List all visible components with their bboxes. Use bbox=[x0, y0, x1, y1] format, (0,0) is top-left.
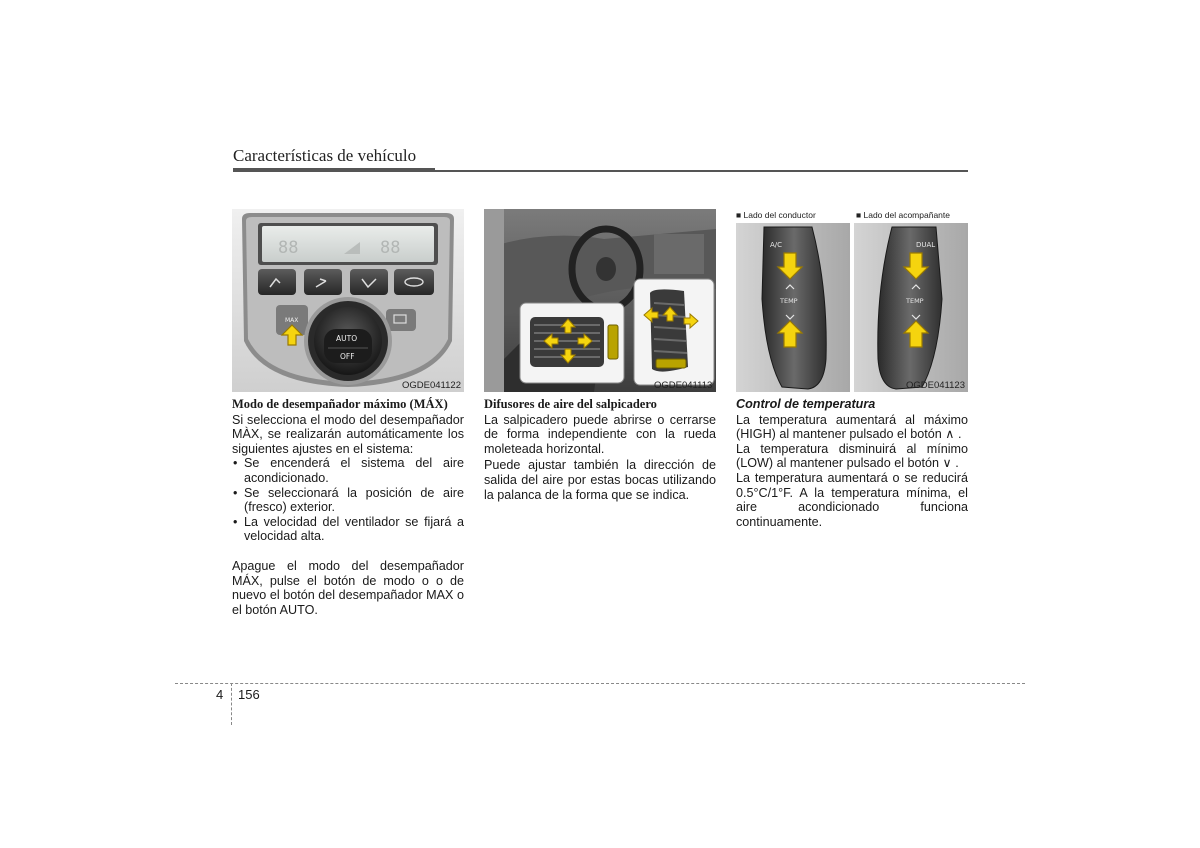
temp-label-passenger: TEMP bbox=[906, 297, 924, 305]
air-vents-figure bbox=[484, 209, 716, 392]
page-header-title: Características de vehículo bbox=[233, 146, 417, 165]
air-vents-paragraph-2: Puede ajustar también la dirección de salida del aire por estas bocas utilizando la palanca de la forma que se indica. bbox=[484, 458, 716, 502]
max-defrost-label: MAX bbox=[285, 317, 299, 324]
max-defrost-closing: Apague el modo del desempañador MÁX, pulse el botón de modo o o de nuevo el botón del desempañador MAX o el botón AUTO. bbox=[232, 558, 464, 617]
climate-panel-figure bbox=[232, 209, 464, 392]
ac-label: A/C bbox=[770, 241, 783, 249]
section-heading-max-defrost: Modo de desempañador máximo (MÁX) bbox=[232, 397, 448, 411]
column-air-vents bbox=[484, 397, 716, 502]
svg-text:88: 88 bbox=[278, 238, 299, 258]
temperature-paragraph-1: La temperatura aumentará al máximo (HIGH) al mantener pulsado el botón ∧ . bbox=[736, 412, 968, 442]
temperature-paragraph-2: La temperatura disminuirá al mínimo (LOW) al mantener pulsado el botón ∨ . bbox=[736, 441, 968, 471]
max-defrost-bullets bbox=[232, 456, 464, 544]
chapter-number: 4 bbox=[216, 687, 224, 702]
air-vents-illustration bbox=[484, 209, 716, 392]
svg-text:AUTO: AUTO bbox=[336, 334, 358, 343]
temp-label-driver: TEMP bbox=[780, 297, 798, 305]
figure-code-middle: OGDE041113 bbox=[654, 380, 713, 391]
svg-text:88: 88 bbox=[380, 238, 401, 258]
list-item: • La velocidad del ventilador se fijará a velocidad alta. bbox=[232, 515, 464, 544]
page-number: 156 bbox=[238, 687, 260, 702]
section-heading-temperature: Control de temperatura bbox=[736, 397, 876, 411]
list-item: • Se seleccionará la posición de aire (fresco) exterior. bbox=[232, 486, 464, 515]
climate-panel-illustration bbox=[232, 209, 464, 392]
footer-rule bbox=[175, 683, 1025, 684]
header-rule-thin bbox=[435, 170, 968, 172]
svg-text:OFF: OFF bbox=[340, 352, 355, 361]
list-item: • Se encenderá el sistema del aire acondicionado. bbox=[232, 456, 464, 485]
header-rule-thick bbox=[233, 168, 435, 172]
temperature-control-illustration bbox=[736, 209, 968, 392]
column-temperature-control bbox=[736, 397, 968, 529]
air-vents-paragraph-1: La salpicadero puede abrirse o cerrarse de forma independiente con la rueda moleteada horizontal. bbox=[484, 412, 716, 456]
passenger-side-label: ■ Lado del acompañante bbox=[856, 210, 950, 220]
dual-label: DUAL bbox=[916, 241, 936, 249]
figure-code-right: OGDE041123 bbox=[906, 380, 965, 391]
figure-code-left: OGDE041122 bbox=[402, 380, 461, 391]
driver-side-label: ■ Lado del conductor bbox=[736, 210, 816, 220]
section-heading-air-vents: Difusores de aire del salpicadero bbox=[484, 397, 657, 411]
temperature-control-figure bbox=[736, 209, 968, 392]
footer-divider bbox=[231, 683, 232, 725]
temperature-paragraph-3: La temperatura aumentará o se reducirá 0.5°C/1°F. A la temperatura mínima, el aire acondicionado funciona continuamente. bbox=[736, 470, 968, 529]
column-max-defrost bbox=[232, 397, 464, 617]
max-defrost-intro: Si selecciona el modo del desempañador MÀX, se realizarán automáticamente los siguientes ajustes en el sistema: bbox=[232, 412, 464, 456]
